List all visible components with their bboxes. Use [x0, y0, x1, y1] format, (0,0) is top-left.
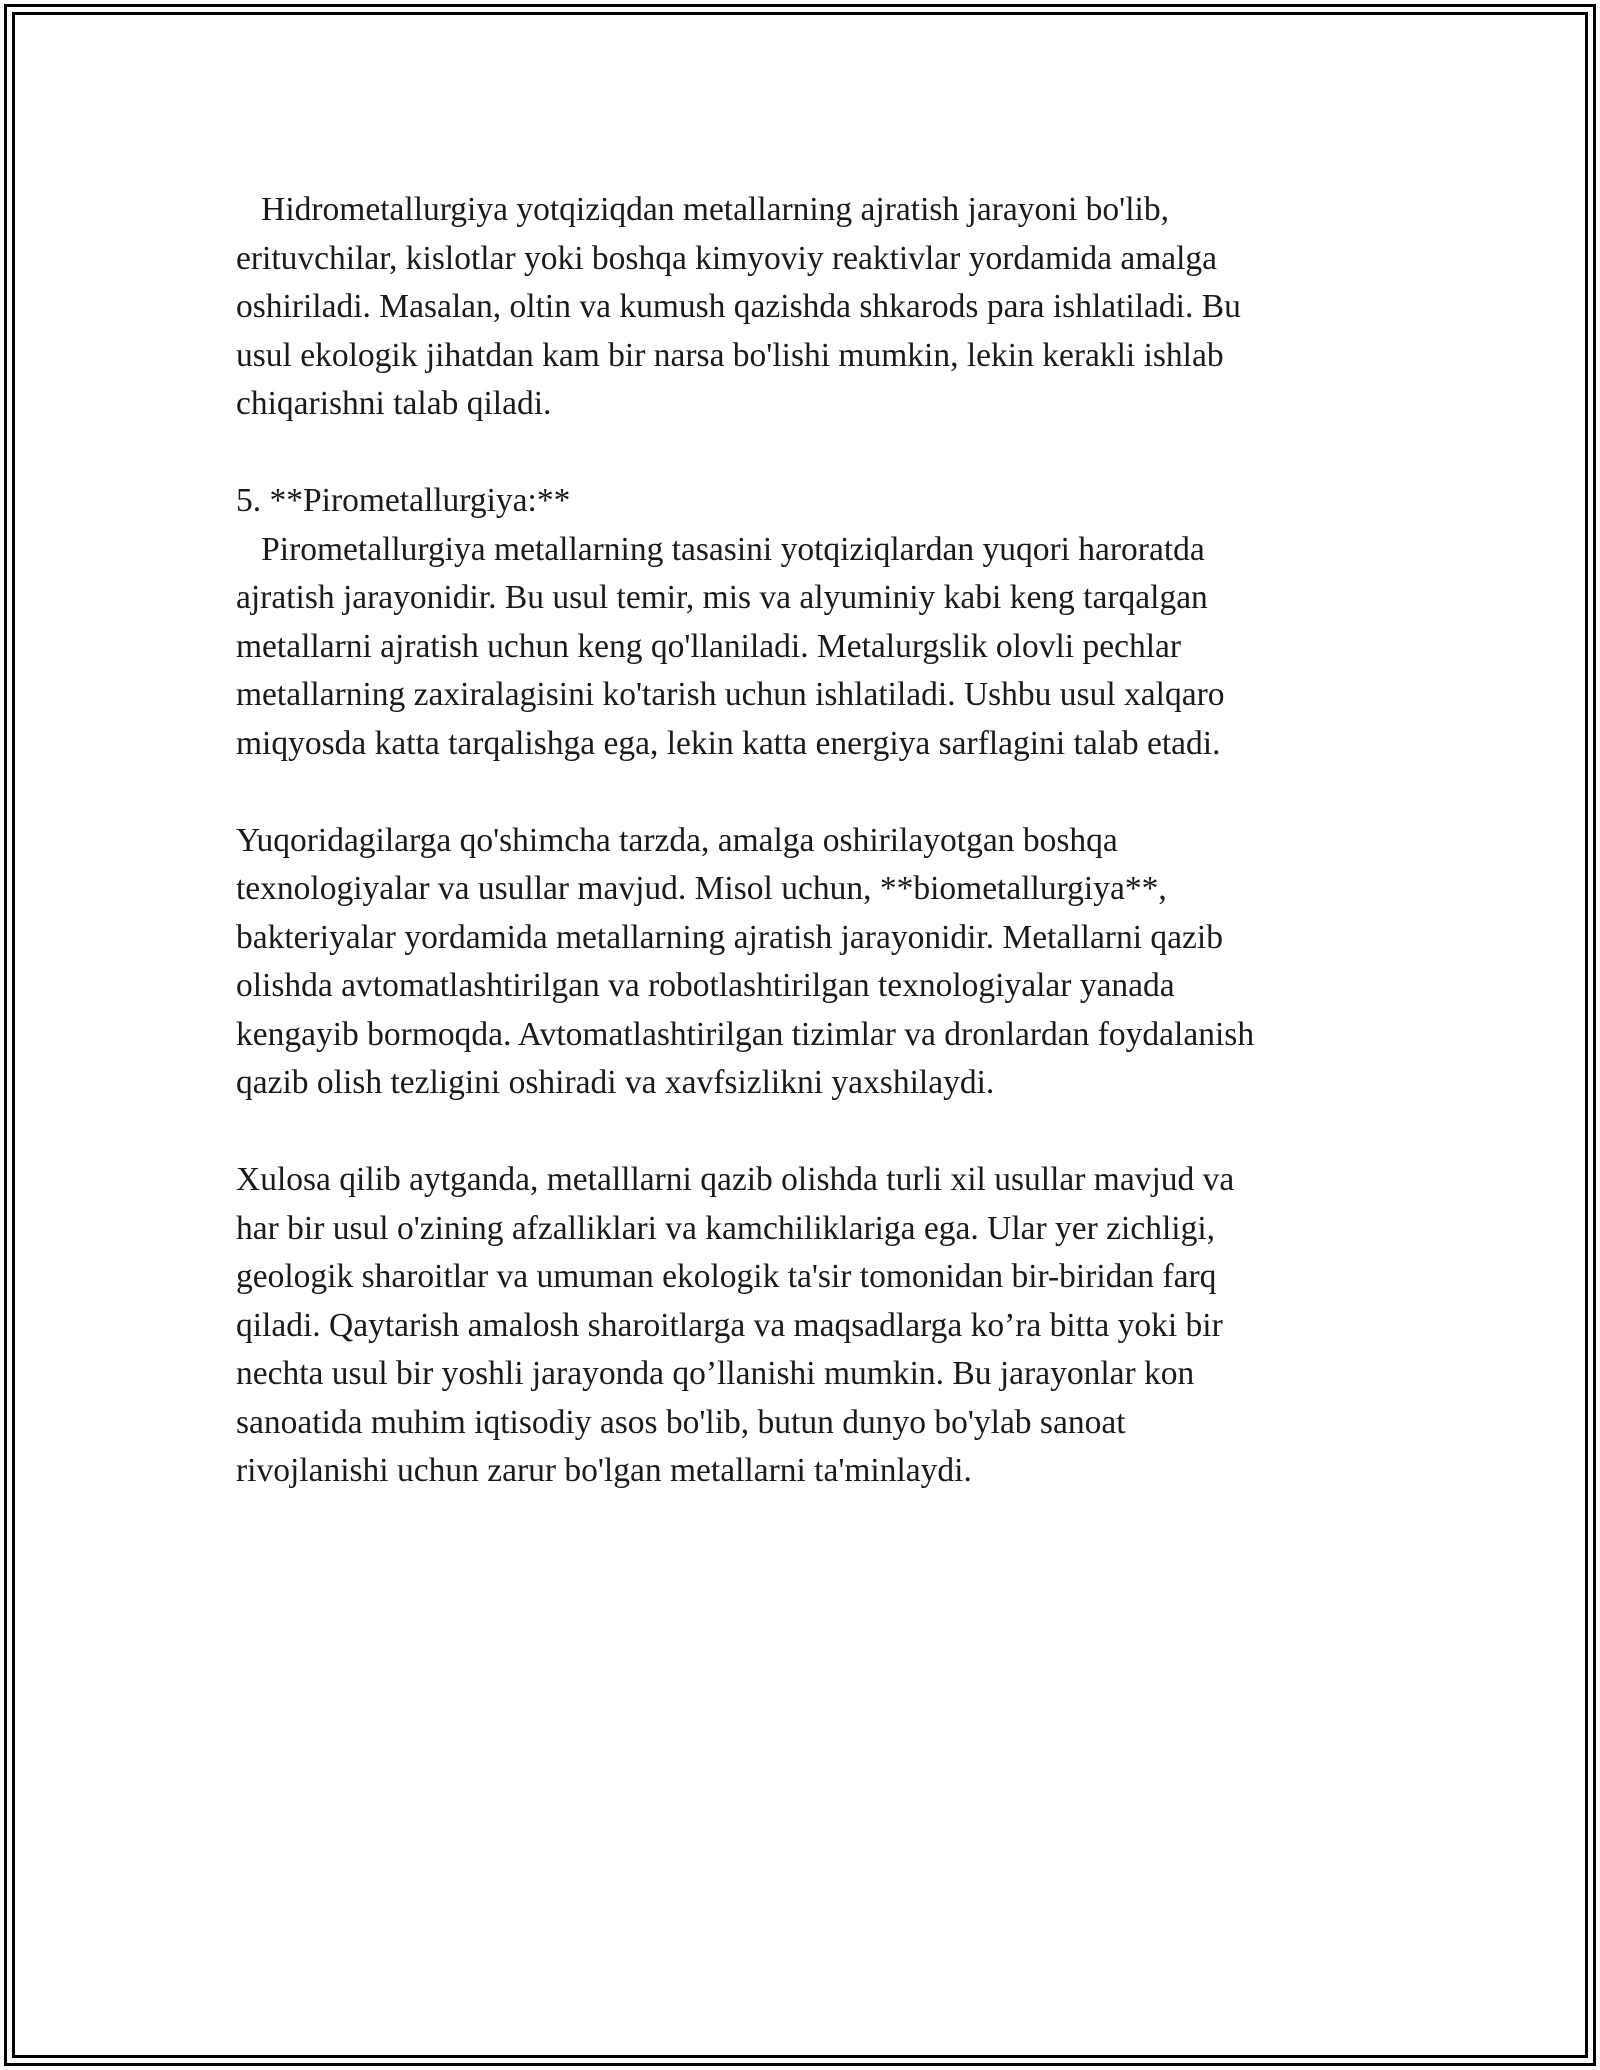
text-line: bakteriyalar yordamida metallarning ajratish jarayonidir. Metallarni qazib: [236, 918, 1223, 956]
section-pyrometallurgy: [236, 477, 1376, 768]
paragraph-gap: [236, 429, 1376, 478]
text-line: Hidrometallurgiya yotqiziqdan metallarning ajratish jarayoni bo'lib,: [236, 191, 1169, 228]
text-line: miqyosda katta tarqalishga ega, lekin katta energiya sarflagini talab etadi.: [236, 724, 1221, 762]
text-line: texnologiyalar va usullar mavjud. Misol uchun, **biometallurgiya**,: [236, 870, 1167, 907]
text-line: metallarni ajratish uchun keng qo'llaniladi. Metalurgslik olovli pechlar: [236, 627, 1182, 665]
document-body: [236, 186, 1376, 1496]
text-line: oshiriladi. Masalan, oltin va kumush qazishda shkarods para ishlatiladi. Bu: [236, 288, 1241, 325]
text-line: usul ekologik jihatdan kam bir narsa bo'lishi mumkin, lekin kerakli ishlab: [236, 336, 1224, 374]
text-line: qiladi. Qaytarish amalosh sharoitlarga va maqsadlarga ko’ra bitta yoki bir: [236, 1306, 1223, 1344]
paragraph-additional-technologies: [236, 817, 1376, 1108]
text-line: metallarning zaxiralagisini ko'tarish uchun ishlatiladi. Ushbu usul xalqaro: [236, 676, 1225, 713]
paragraph-hydrometallurgy: [236, 186, 1376, 429]
text-line: Yuqoridagilarga qo'shimcha tarzda, amalga oshirilayotgan boshqa: [236, 821, 1118, 859]
text-line: Pirometallurgiya metallarning tasasini yotqiziqlardan yuqori haroratda: [236, 530, 1205, 568]
text-line: sanoatida muhim iqtisodiy asos bo'lib, butun dunyo bo'ylab sanoat: [236, 1403, 1126, 1441]
text-line: nechta usul bir yoshli jarayonda qo’llanishi mumkin. Bu jarayonlar kon: [236, 1355, 1195, 1392]
text-line: geologik sharoitlar va umuman ekologik ta'sir tomonidan bir-biridan farq: [236, 1258, 1217, 1295]
paragraph-gap: [236, 768, 1376, 817]
text-line: ajratish jarayonidir. Bu usul temir, mis va alyuminiy kabi keng tarqalgan: [236, 579, 1208, 616]
text-line: chiqarishni talab qiladi.: [236, 385, 552, 422]
section-heading: 5. **Pirometallurgiya:**: [236, 482, 571, 519]
text-line: kengayib bormoqda. Avtomatlashtirilgan tizimlar va dronlardan foydalanish: [236, 1015, 1255, 1053]
text-line: erituvchilar, kislotlar yoki boshqa kimyoviy reaktivlar yordamida amalga: [236, 239, 1218, 277]
text-line: har bir usul o'zining afzalliklari va kamchiliklariga ega. Ular yer zichligi,: [236, 1209, 1216, 1247]
text-line: olishda avtomatlashtirilgan va robotlashtirilgan texnologiyalar yanada: [236, 967, 1175, 1004]
paragraph-conclusion: [236, 1156, 1376, 1496]
text-line: Xulosa qilib aytganda, metalllarni qazib olishda turli xil usullar mavjud va: [236, 1161, 1235, 1198]
text-line: qazib olish tezligini oshiradi va xavfsizlikni yaxshilaydi.: [236, 1064, 995, 1101]
text-line: rivojlanishi uchun zarur bo'lgan metallarni ta'minlaydi.: [236, 1452, 972, 1489]
paragraph-gap: [236, 1108, 1376, 1157]
